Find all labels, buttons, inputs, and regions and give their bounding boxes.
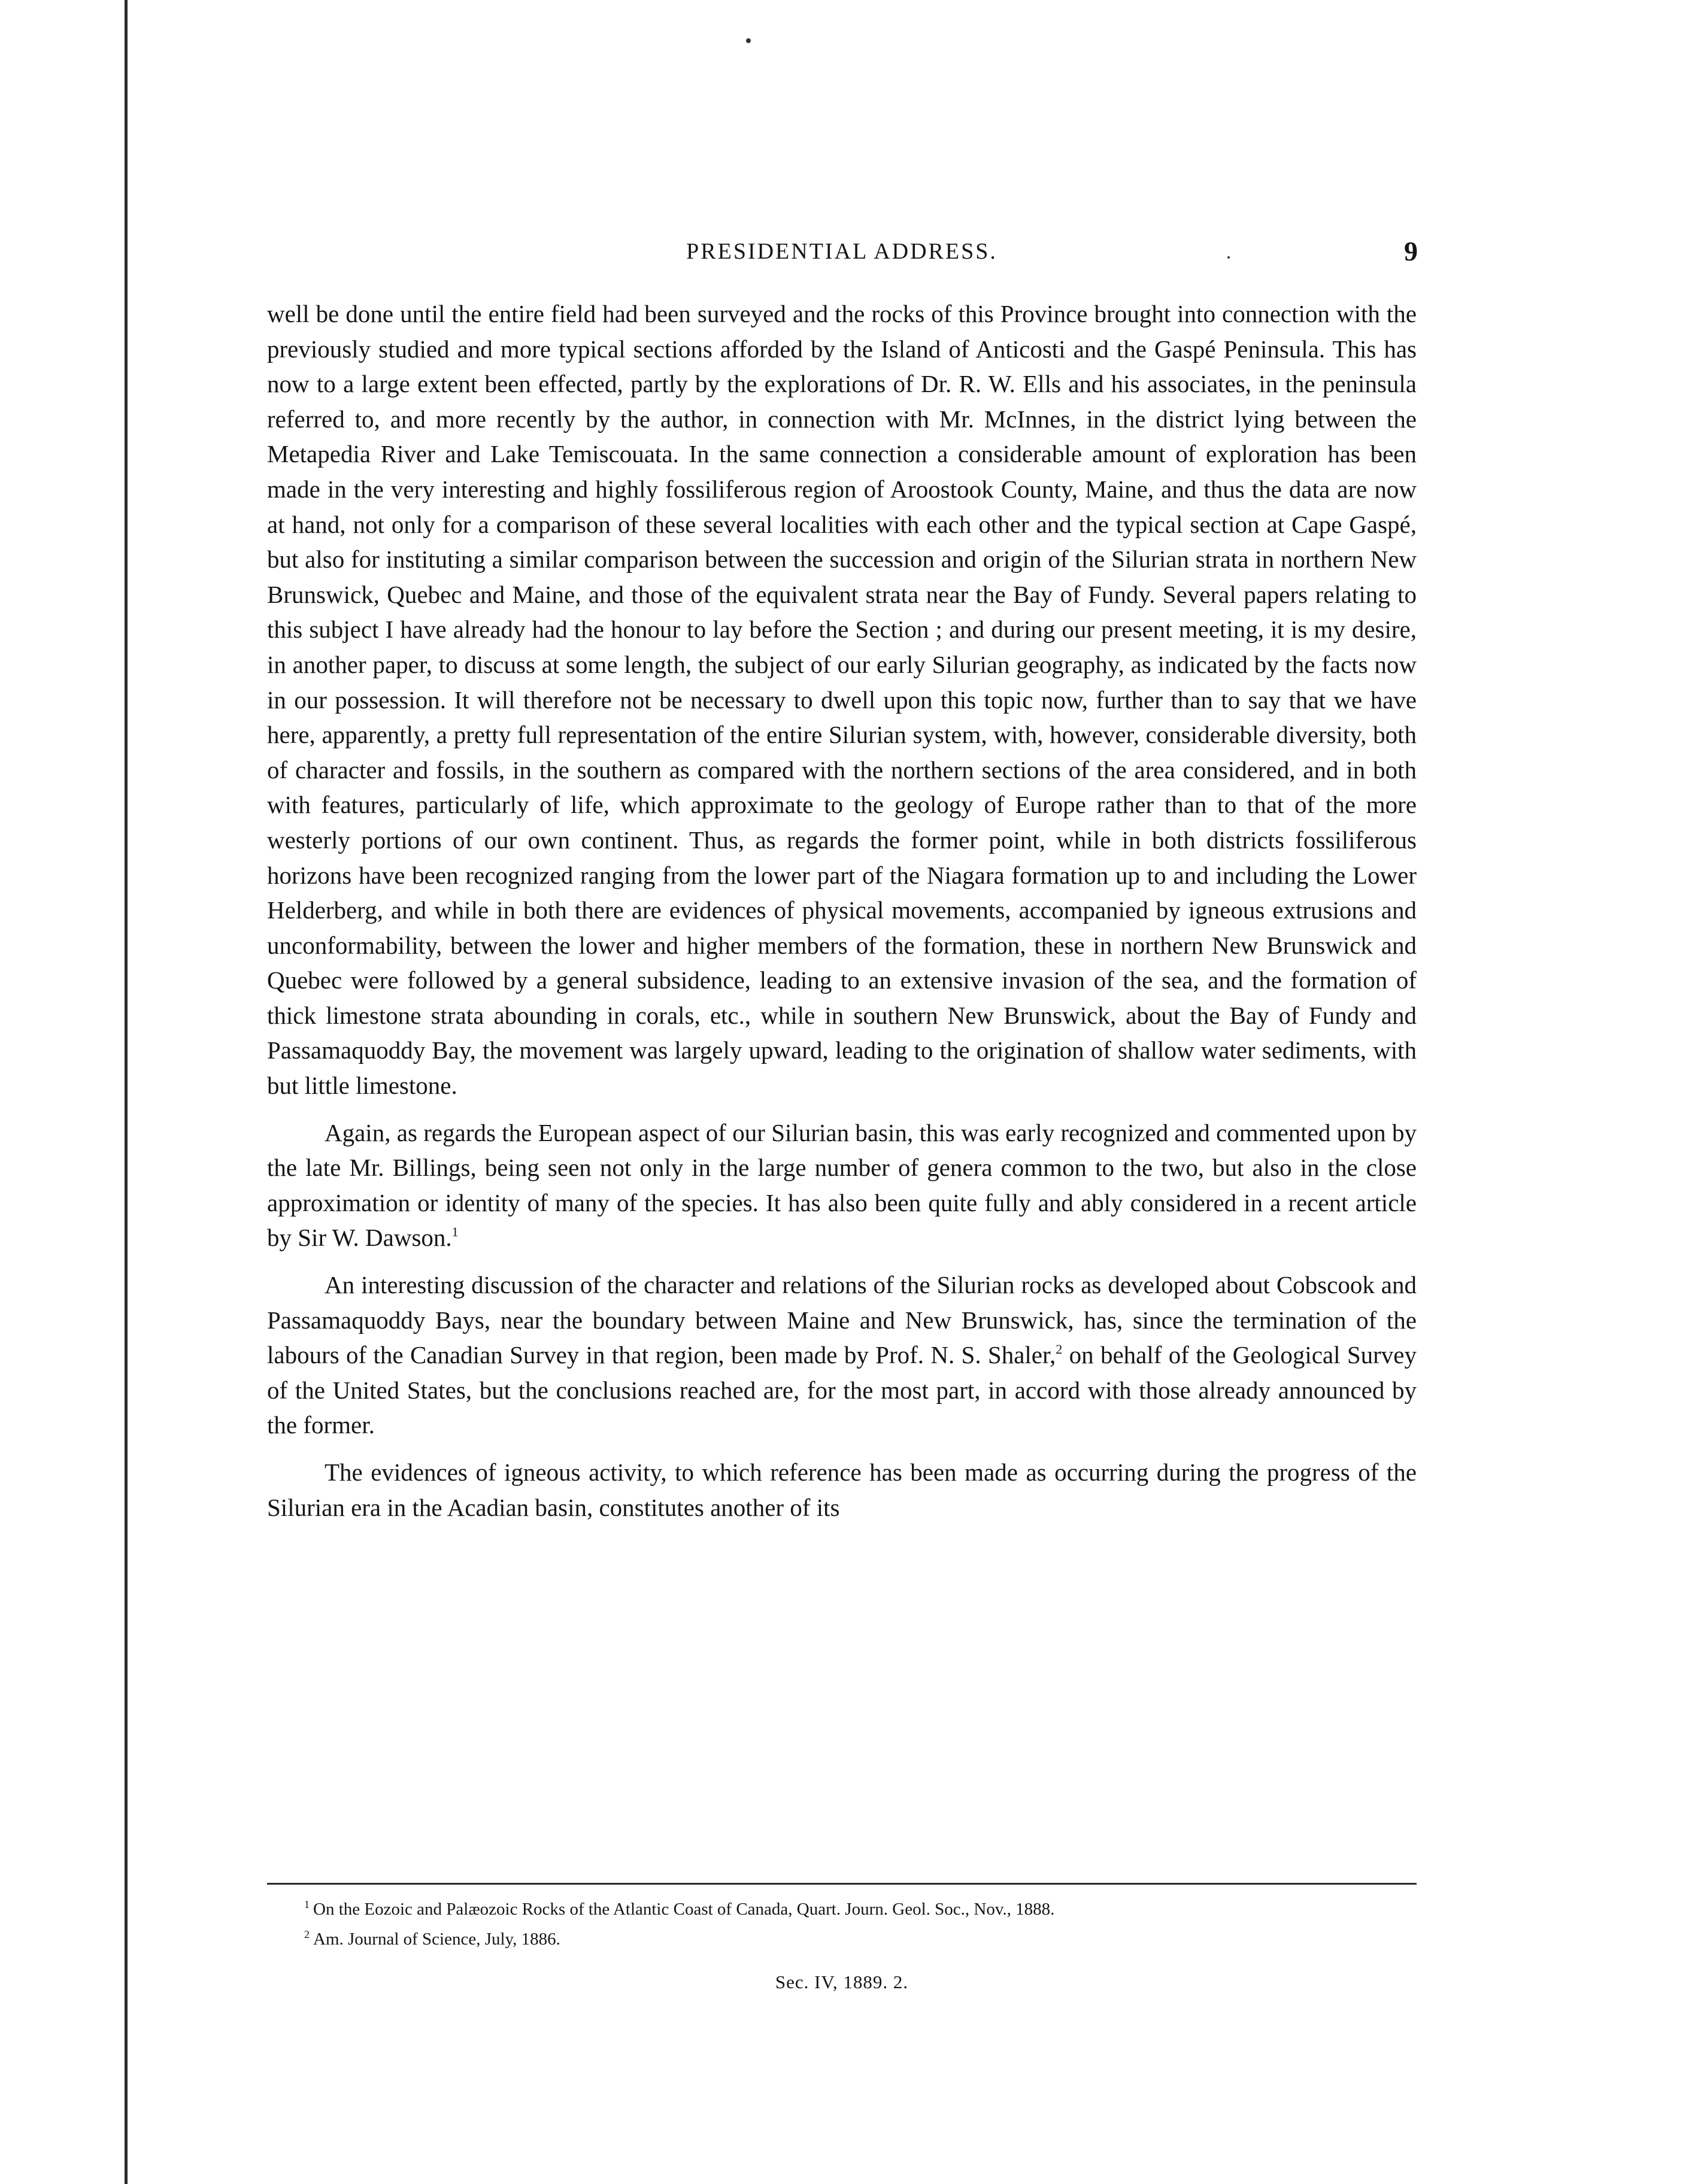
- footnote-mark: 2: [304, 1928, 310, 1940]
- paragraph-text: An interesting discussion of the character and relations of the Silurian rocks as developed about Cobscook and Passamaquoddy Bays, near the boundary between Maine and New Brunswick, has, since the termination of the labours of the Canadian Survey in that region, been made by Prof. N. S. Shaler,: [267, 1271, 1417, 1369]
- running-head: [267, 230, 1417, 272]
- page-number: 9: [1404, 236, 1418, 266]
- footnote-reference: 1: [451, 1224, 459, 1240]
- footnote: [267, 1892, 1417, 1922]
- footnote: [267, 1922, 1417, 1952]
- paragraph-text: Again, as regards the European aspect of our Silurian basin, this was early recognized and commented upon by the late Mr. Billings, being seen not only in the large number of genera common to the two, but also in the close approximation or identity of many of the species. It has also been quite fully and ably considered in a recent article by Sir W. Dawson.: [267, 1118, 1417, 1252]
- paragraph: [267, 1115, 1417, 1255]
- printer-signature: Sec. IV, 1889. 2.: [775, 1971, 909, 1992]
- paragraph: [267, 1267, 1417, 1443]
- footnote-divider: [267, 1883, 1417, 1885]
- paragraph: [267, 1455, 1417, 1525]
- body-text: [267, 296, 1417, 1525]
- footnote-text: Am. Journal of Science, July, 1886.: [313, 1930, 560, 1949]
- paragraph-text: The evidences of igneous activity, to which reference has been made as occurring during the progress of the Silurian era in the Acadian basin, constitutes another of its: [267, 1458, 1417, 1521]
- paragraph-text: on behalf of the Geological Survey of the United States, but the conclusions reached are, for the most part, in accord with those already announced by the former.: [267, 1341, 1417, 1439]
- scan-binding-edge: [125, 0, 128, 2184]
- paragraph: [267, 296, 1417, 1103]
- page: [267, 230, 1418, 1992]
- paragraph-text: well be done until the entire field had been surveyed and the rocks of this Province brought into connection with the previously studied and more typical sections afforded by the Island of Anticosti and the Gaspé Peninsula. This has now to a large extent been effected, partly by the explorations of Dr. R. W. Ells and his associates, in the peninsula referred to, and more recently by the author, in connection with Mr. McInnes, in the district lying between the Metapedia River and Lake Temiscouata. In the same connection a considerable amount of exploration has been made in the very interesting and highly fossiliferous region of Aroostook County, Maine, and thus the data are now at hand, not only for a comparison of these several localities with each other and the typical section at Cape Gaspé, but also for instituting a similar comparison between the succession and origin of the Silurian strata in northern New Brunswick, Quebec and Maine, and those of the equivalent strata near the Bay of Fundy. Several papers relating to this subject I have already had the honour to lay before the Section ; and during our present meeting, it is my desire, in another paper, to discuss at some length, the subject of our early Silurian geography, as indicated by the facts now in our possession. It will therefore not be necessary to dwell upon this topic now, further than to say that we have here, apparently, a pretty full representation of the entire Silurian system, with, however, considerable diversity, both of character and fossils, in the southern as compared with the northern sections of the area considered, and in both with features, particularly of life, which approximate to the geology of Europe rather than to that of the more westerly portions of our own continent. Thus, as regards the former point, while in both districts fossiliferous horizons have been recognized ranging from the lower part of the Niagara formation up to and including the Lower Helderberg, and while in both there are evidences of physical movements, accompanied by igneous extrusions and unconformability, between the lower and higher members of the formation, these in northern New Brunswick and Quebec were followed by a general subsidence, leading to an extensive invasion of the sea, and the formation of thick limestone strata abounding in corals, etc., while in southern New Brunswick, about the Bay of Fundy and Passamaquoddy Bay, the movement was largely upward, leading to the origination of shallow water sediments, with but little limestone.: [267, 300, 1417, 1100]
- footnote-reference: 2: [1056, 1342, 1063, 1357]
- footnote-mark: 1: [304, 1898, 310, 1910]
- scan-speck: [746, 38, 751, 43]
- running-title: PRESIDENTIAL ADDRESS.: [686, 239, 997, 264]
- footnotes: [267, 1883, 1417, 1952]
- footnote-text: On the Eozoic and Palæozoic Rocks of the Atlantic Coast of Canada, Quart. Journ. Geol. Soc., Nov., 1888.: [313, 1900, 1055, 1919]
